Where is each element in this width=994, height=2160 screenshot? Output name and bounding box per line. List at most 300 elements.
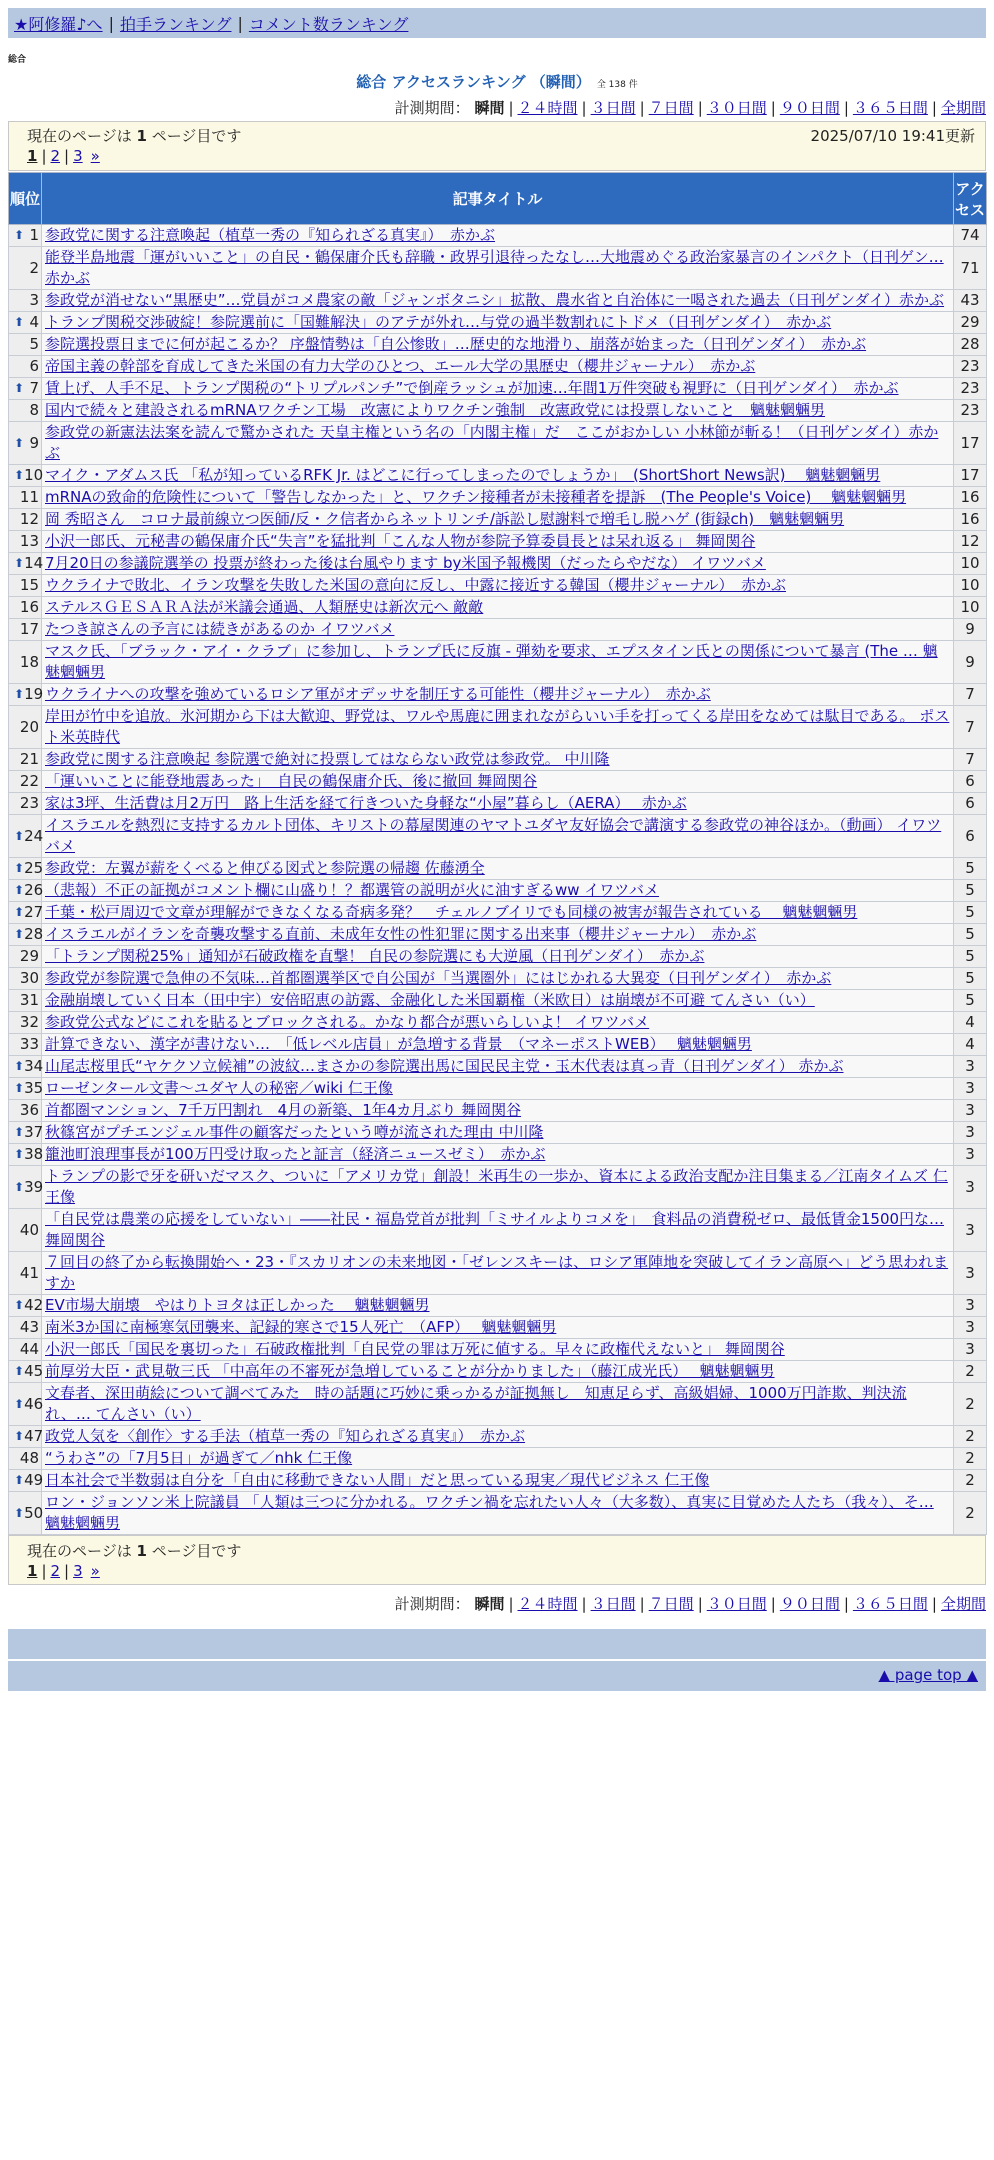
- period-link[interactable]: ２４時間: [517, 99, 578, 117]
- access-count: 16: [954, 487, 987, 509]
- page-links: [27, 147, 975, 169]
- rank-cell: [9, 749, 42, 771]
- article-link[interactable]: マイク・アダムス氏 「私が知っているRFK Jr. はどこに行ってしまったのでしょうか」 (ShortShort News訳) 魑魅魍魎男: [45, 466, 881, 484]
- title-cell: [42, 1383, 954, 1426]
- table-row: [9, 509, 987, 531]
- access-count: 5: [954, 924, 987, 946]
- rank-cell: [9, 312, 42, 334]
- rank-number: 25: [24, 859, 44, 877]
- period-link[interactable]: ９０日間: [779, 99, 840, 117]
- access-count: 10: [954, 553, 987, 575]
- access-count: 5: [954, 990, 987, 1012]
- article-link[interactable]: 国内で続々と建設されるmRNAワクチン工場 改憲によりワクチン強制 改憲政党には投票しないこと 魑魅魍魎男: [45, 401, 826, 419]
- table-row: [9, 990, 987, 1012]
- access-count: 43: [954, 290, 987, 312]
- article-link[interactable]: 日本社会で半数弱は自分を「自由に移動できない人間」だと思っている現実／現代ビジネス 仁王像: [45, 1471, 710, 1489]
- title-cell: [42, 312, 954, 334]
- table-row: [9, 487, 987, 509]
- rank-number: 31: [19, 991, 39, 1009]
- page-current: 1: [27, 147, 38, 165]
- article-link[interactable]: イスラエルを熱烈に支持するカルト団体、キリストの幕屋関連のヤマトユダヤ友好協会で講演する参政党の神谷ほか。（動画） イワツバメ: [45, 816, 942, 855]
- table-row: [9, 290, 987, 312]
- article-link[interactable]: 「自民党は農業の応援をしていない」――社民・福島党首が批判「ミサイルよりコメを」 食料品の消費税ゼロ、最低賃金1500円な… 舞岡関谷: [45, 1210, 945, 1249]
- title-cell: [42, 924, 954, 946]
- up-arrow-icon: ⬆: [14, 556, 25, 570]
- access-count: 9: [954, 619, 987, 641]
- rank-number: 16: [19, 598, 39, 616]
- table-row: [9, 597, 987, 619]
- rank-number: 10: [24, 466, 44, 484]
- access-count: 23: [954, 356, 987, 378]
- rank-cell: [9, 531, 42, 553]
- page-current: 1: [27, 1562, 38, 1580]
- period-current: 瞬間: [474, 99, 505, 117]
- title-cell: [42, 247, 954, 290]
- rank-number: 15: [19, 576, 39, 594]
- period-link[interactable]: ３６５日間: [852, 1595, 928, 1613]
- access-count: 2: [954, 1448, 987, 1470]
- article-link[interactable]: （悲報）不正の証拠がコメント欄に山盛り！？都選管の説明が火に油すぎるww イワツバメ: [45, 881, 660, 899]
- access-count: 5: [954, 946, 987, 968]
- article-link[interactable]: 小沢一郎氏「国民を裏切った」石破政権批判「自民党の罪は万死に値する。早々に政権代えないと」 舞岡関谷: [45, 1340, 785, 1358]
- rank-number: 4: [29, 313, 39, 331]
- current-page-text-bottom: 現在のページは 1 ページ目です: [27, 1542, 242, 1560]
- access-count: 6: [954, 793, 987, 815]
- page-separator: |: [41, 147, 47, 165]
- table-row: [9, 1383, 987, 1426]
- rank-number: 39: [24, 1177, 44, 1196]
- access-count: 6: [954, 771, 987, 793]
- article-link[interactable]: 政党人気を〈創作〉する手法（植草一秀の『知られざる真実』） 赤かぶ: [45, 1427, 526, 1445]
- up-arrow-icon: ⬆: [14, 1081, 25, 1095]
- article-link[interactable]: 7月20日の参議院選挙の 投票が終わった後は台風やります by米国予報機関（だったらやだな） イワツバメ: [45, 554, 766, 572]
- rank-cell: [9, 902, 42, 924]
- rank-cell: [9, 1144, 42, 1166]
- access-count: 4: [954, 1034, 987, 1056]
- table-row: [9, 400, 987, 422]
- title-cell: [42, 946, 954, 968]
- title-cell: [42, 575, 954, 597]
- ranking-table: [8, 172, 987, 1535]
- title-cell: [42, 1339, 954, 1361]
- period-separator: |: [581, 99, 587, 117]
- article-link[interactable]: 計算できない、漢字が書けない… 「低レベル店員」が急増する背景 （マネーポストWEB） 魑魅魍魎男: [45, 1035, 752, 1053]
- article-link[interactable]: たつき諒さんの予言には続きがあるのか イワツバメ: [45, 620, 395, 638]
- table-row: [9, 815, 987, 858]
- article-link[interactable]: ステルスＧＥＳＡＲＡ法が米議会通過、人類歴史は新次元へ 敵敵: [45, 598, 484, 616]
- rank-cell: [9, 1078, 42, 1100]
- article-link[interactable]: 山尾志桜里氏“ヤケクソ立候補”の波紋…まさかの参院選出馬に国民民主党・玉木代表は真っ青（日刊ゲンダイ） 赤かぶ: [45, 1057, 844, 1075]
- title-cell: [42, 1295, 954, 1317]
- rank-number: 32: [19, 1013, 39, 1031]
- period-link[interactable]: ７日間: [648, 1595, 694, 1613]
- page-top-link[interactable]: ▲ page top ▲: [878, 1666, 978, 1684]
- top-navigation: [8, 8, 986, 38]
- title-cell: [42, 1144, 954, 1166]
- rank-cell: [9, 575, 42, 597]
- access-count: 74: [954, 225, 987, 247]
- rank-cell: [9, 793, 42, 815]
- title-cell: [42, 1012, 954, 1034]
- table-row: [9, 858, 987, 880]
- rank-cell: [9, 1034, 42, 1056]
- table-row: [9, 1056, 987, 1078]
- access-count: 16: [954, 509, 987, 531]
- title-cell: [42, 597, 954, 619]
- rank-number: 6: [29, 357, 39, 375]
- period-separator: |: [508, 99, 514, 117]
- article-link[interactable]: ウクライナで敗北、イラン攻撃を失敗した米国の意向に反し、中露に接近する韓国（櫻井ジャーナル） 赤かぶ: [45, 576, 787, 594]
- access-count: 3: [954, 1252, 987, 1295]
- title-cell: [42, 1492, 954, 1535]
- rank-cell: [9, 400, 42, 422]
- period-separator: |: [697, 1595, 703, 1613]
- rank-number: 44: [19, 1340, 39, 1358]
- title-cell: [42, 771, 954, 793]
- access-count: 12: [954, 531, 987, 553]
- rank-number: 9: [29, 433, 39, 452]
- article-link[interactable]: 参政党が消せない“黒歴史”…党員がコメ農家の敵「ジャンボタニシ」拡散、農水省と自治体に一喝された過去（日刊ゲンダイ）赤かぶ: [45, 291, 945, 309]
- access-count: 2: [954, 1470, 987, 1492]
- up-arrow-icon: ⬆: [14, 1396, 25, 1411]
- rank-number: 46: [24, 1394, 44, 1413]
- access-count: 3: [954, 1100, 987, 1122]
- article-link[interactable]: ローゼンタール文書〜ユダヤ人の秘密／wiki 仁王像: [45, 1079, 393, 1097]
- table-row: [9, 1166, 987, 1209]
- period-label: 計測期間：: [394, 1595, 470, 1613]
- rank-number: 19: [24, 685, 44, 703]
- article-link[interactable]: 南米3か国に南極寒気団襲来、記録的寒さで15人死亡 （AFP） 魑魅魍魎男: [45, 1318, 557, 1336]
- rank-cell: [9, 946, 42, 968]
- article-link[interactable]: 「トランプ関税25%」通知が石破政権を直撃！ 自民の参院選にも大逆風（日刊ゲンダイ） 赤かぶ: [45, 947, 705, 965]
- rank-cell: [9, 1426, 42, 1448]
- period-link[interactable]: ３日間: [590, 99, 636, 117]
- rank-cell: [9, 422, 42, 465]
- title-cell: [42, 880, 954, 902]
- up-arrow-icon: ⬆: [14, 1179, 25, 1194]
- access-count: 7: [954, 706, 987, 749]
- title-cell: [42, 1361, 954, 1383]
- title-cell: [42, 641, 954, 684]
- access-count: 7: [954, 749, 987, 771]
- rank-cell: [9, 858, 42, 880]
- table-row: [9, 356, 987, 378]
- rank-number: 3: [29, 291, 39, 309]
- table-row: [9, 1078, 987, 1100]
- article-link[interactable]: 参政党に関する注意喚起（植草一秀の『知られざる真実』） 赤かぶ: [45, 226, 496, 244]
- table-row: [9, 619, 987, 641]
- title-cell: [42, 509, 954, 531]
- rank-cell: [9, 880, 42, 902]
- access-count: 17: [954, 465, 987, 487]
- title-cell: [42, 1448, 954, 1470]
- article-link[interactable]: “うわさ”の「7月5日」が過ぎて／nhk 仁王像: [45, 1449, 353, 1467]
- table-row: [9, 641, 987, 684]
- access-count: 2: [954, 1492, 987, 1535]
- rank-number: 8: [29, 401, 39, 419]
- article-link[interactable]: ウクライナへの攻撃を強めているロシア軍がオデッサを制圧する可能性（櫻井ジャーナル） 赤かぶ: [45, 685, 711, 703]
- article-link[interactable]: 参政党：左翼が薪をくべると伸びる図式と参院選の帰趨 佐藤湧全: [45, 859, 485, 877]
- rank-number: 23: [19, 794, 39, 812]
- title-cell: [42, 815, 954, 858]
- pagination-top: [8, 121, 986, 171]
- rank-number: 49: [24, 1471, 44, 1489]
- up-arrow-icon: ⬆: [14, 381, 25, 395]
- rank-number: 12: [19, 510, 39, 528]
- table-row: [9, 946, 987, 968]
- article-link[interactable]: 小沢一郎氏、元秘書の鶴保庸介氏“失言”を猛批判「こんな人物が参院予算委員長とは呆れ返る」 舞岡関谷: [45, 532, 756, 550]
- table-row: [9, 553, 987, 575]
- table-row: [9, 531, 987, 553]
- rank-cell: [9, 225, 42, 247]
- page-link[interactable]: 3: [73, 1562, 83, 1580]
- access-count: 3: [954, 1339, 987, 1361]
- table-row: [9, 706, 987, 749]
- up-arrow-icon: ⬆: [14, 228, 25, 242]
- access-count: 3: [954, 1209, 987, 1252]
- rank-cell: [9, 1100, 42, 1122]
- up-arrow-icon: ⬆: [14, 883, 25, 897]
- period-separator: |: [581, 1595, 587, 1613]
- table-row: [9, 1034, 987, 1056]
- access-count: 5: [954, 902, 987, 924]
- title-cell: [42, 793, 954, 815]
- page-link[interactable]: 2: [50, 147, 61, 165]
- article-link[interactable]: 首都圏マンション、7千万円割れ 4月の新築、1年4カ月ぶり 舞岡関谷: [45, 1101, 522, 1119]
- ranking-title: 総合 アクセスランキング （瞬間）: [356, 73, 591, 91]
- next-page-link[interactable]: »: [90, 147, 100, 165]
- period-link[interactable]: ３０日間: [706, 99, 767, 117]
- article-link[interactable]: 前厚労大臣・武見敬三氏 「中高年の不審死が急増していることが分かりました」（藤江成光氏） 魑魅魍魎男: [45, 1362, 775, 1380]
- article-link[interactable]: 文春者、深田萌絵について調べてみた 時の話題に巧妙に乗っかるが証拠無し 知恵足らず、高級娼婦、1000万円詐欺、判決流れ、… てんさい（い）: [45, 1384, 907, 1423]
- period-link[interactable]: ３０日間: [706, 1595, 767, 1613]
- access-count: 3: [954, 1122, 987, 1144]
- rank-number: 13: [19, 532, 39, 550]
- period-link[interactable]: ２４時間: [517, 1595, 578, 1613]
- title-cell: [42, 400, 954, 422]
- rank-number: 14: [24, 554, 44, 572]
- updated-time: 2025/07/10 19:41更新: [810, 127, 975, 145]
- category-label: 総合: [8, 55, 27, 65]
- article-link[interactable]: EV市場大崩壊 やはりトヨタは正しかった 魑魅魍魎男: [45, 1296, 430, 1314]
- title-cell: [42, 290, 954, 312]
- period-link[interactable]: ３日間: [590, 1595, 636, 1613]
- access-count: 2: [954, 1361, 987, 1383]
- title-cell: [42, 1122, 954, 1144]
- period-separator: |: [697, 99, 703, 117]
- table-row: [9, 771, 987, 793]
- article-link[interactable]: イスラエルがイランを奇襲攻撃する直前、未成年女性の性犯罪に関する出来事（櫻井ジャーナル） 赤かぶ: [45, 925, 757, 943]
- table-row: [9, 793, 987, 815]
- title-cell: [42, 1209, 954, 1252]
- table-row: [9, 880, 987, 902]
- rank-number: 1: [29, 226, 39, 244]
- period-selector-bottom: [0, 1593, 986, 1615]
- title-cell: [42, 1252, 954, 1295]
- rank-number: 48: [19, 1449, 39, 1467]
- up-arrow-icon: ⬆: [14, 828, 25, 843]
- up-arrow-icon: ⬆: [14, 1505, 25, 1520]
- rank-cell: [9, 706, 42, 749]
- rank-cell: [9, 247, 42, 290]
- access-count: 23: [954, 400, 987, 422]
- title-cell: [42, 1317, 954, 1339]
- table-row: [9, 1144, 987, 1166]
- period-link[interactable]: ７日間: [648, 99, 694, 117]
- title-cell: [42, 1470, 954, 1492]
- article-link[interactable]: マスク氏、「ブラック・アイ・クラブ」に参加し、トランプ氏に反旗 - 弾劾を要求、エプスタイン氏との関係について暴言 (The … 魑魅魍魎男: [45, 642, 938, 681]
- nav-asyura-home[interactable]: ★阿修羅♪へ: [14, 14, 103, 34]
- title-cell: [42, 749, 954, 771]
- table-row: [9, 422, 987, 465]
- article-link[interactable]: 籠池町浪理事長が100万円受け取ったと証言（経済ニュースゼミ） 赤かぶ: [45, 1145, 546, 1163]
- nav-separator: |: [237, 13, 243, 33]
- rank-number: 34: [24, 1057, 44, 1075]
- rank-number: 37: [24, 1123, 44, 1141]
- rank-cell: [9, 684, 42, 706]
- period-selector: [0, 97, 986, 119]
- table-row: [9, 465, 987, 487]
- rank-cell: [9, 771, 42, 793]
- period-separator: |: [843, 99, 849, 117]
- rank-cell: [9, 465, 42, 487]
- rank-number: 40: [19, 1220, 39, 1239]
- period-separator: |: [931, 99, 937, 117]
- period-link[interactable]: 全期間: [940, 1595, 986, 1613]
- article-link[interactable]: 岸田が竹中を追放。氷河期から下は大歓迎、野党は、ワルや馬鹿に囲まれながらいい手を打ってくる岸田をなめては駄目である。 ポスト米英時代: [45, 707, 950, 746]
- up-arrow-icon: ⬆: [14, 1364, 25, 1378]
- rank-number: 43: [19, 1318, 39, 1336]
- nav-comment-ranking[interactable]: コメント数ランキング: [248, 14, 409, 34]
- title-cell: [42, 684, 954, 706]
- article-link[interactable]: 秋篠宮がプチエンジェル事件の顧客だったという噂が流された理由 中川隆: [45, 1123, 544, 1141]
- table-row: [9, 968, 987, 990]
- access-count: 3: [954, 1078, 987, 1100]
- article-link[interactable]: 参院選投票日までに何が起こるか？ 序盤情勢は「自公惨敗」…歴史的な地滑り、崩落が始まった（日刊ゲンダイ） 赤かぶ: [45, 335, 867, 353]
- rank-cell: [9, 1209, 42, 1252]
- access-count: 5: [954, 880, 987, 902]
- title-cell: [42, 422, 954, 465]
- article-link[interactable]: mRNAの致命的危険性について「警告しなかった」と、ワクチン接種者が未接種者を提訴 (The People's Voice) 魑魅魍魎男: [45, 488, 907, 506]
- up-arrow-icon: ⬆: [14, 1298, 25, 1312]
- table-row: [9, 1448, 987, 1470]
- title-cell: [42, 465, 954, 487]
- current-page-text: 現在のページは 1 ページ目です: [27, 127, 242, 145]
- nav-clap-ranking[interactable]: 拍手ランキング: [119, 14, 232, 34]
- rank-number: 24: [24, 826, 44, 845]
- rank-cell: [9, 1252, 42, 1295]
- rank-cell: [9, 1056, 42, 1078]
- period-link[interactable]: ９０日間: [779, 1595, 840, 1613]
- article-link[interactable]: 岡 秀昭さん コロナ最前線立つ医師/反・ク信者からネットリンチ/訴訟し慰謝料で増毛し脱ハゲ (街録ch) 魑魅魍魎男: [45, 510, 845, 528]
- page-link[interactable]: 2: [50, 1562, 61, 1580]
- title-cell: [42, 378, 954, 400]
- up-arrow-icon: ⬆: [14, 1059, 25, 1073]
- rank-number: 35: [24, 1079, 44, 1097]
- pagination-bottom: [8, 1535, 986, 1585]
- rank-number: 30: [19, 969, 39, 987]
- header-access: アクセス: [954, 173, 987, 225]
- table-row: [9, 1426, 987, 1448]
- access-count: 3: [954, 1295, 987, 1317]
- article-link[interactable]: 家は3坪、生活費は月2万円 路上生活を経て行きついた身軽な“小屋”暮らし（AERA） 赤かぶ: [45, 794, 687, 812]
- rank-cell: [9, 509, 42, 531]
- title-cell: [42, 1078, 954, 1100]
- rank-cell: [9, 1012, 42, 1034]
- article-link[interactable]: 参政党に関する注意喚起 参院選で絶対に投票してはならない政党は参政党。 中川隆: [45, 750, 610, 768]
- table-row: [9, 575, 987, 597]
- access-count: 3: [954, 1317, 987, 1339]
- table-row: [9, 902, 987, 924]
- access-count: 5: [954, 858, 987, 880]
- title-cell: [42, 334, 954, 356]
- title-cell: [42, 968, 954, 990]
- title-cell: [42, 1100, 954, 1122]
- rank-number: 33: [19, 1035, 39, 1053]
- title-cell: [42, 1056, 954, 1078]
- period-links: [504, 1595, 986, 1613]
- page-separator: |: [64, 147, 70, 165]
- rank-cell: [9, 924, 42, 946]
- rank-cell: [9, 1448, 42, 1470]
- table-row: [9, 1339, 987, 1361]
- article-link[interactable]: トランプ関税交渉破綻！参院選前に「国難解決」のアテが外れ…与党の過半数割れにトドメ（日刊ゲンダイ） 赤かぶ: [45, 313, 832, 331]
- article-link[interactable]: トランプの影で牙を研いだマスク、ついに「アメリカ党」創設！米再生の一歩か、資本による政治支配か注目集まる／江南タイムズ 仁王像: [45, 1167, 948, 1206]
- title-cell: [42, 1034, 954, 1056]
- access-count: 23: [954, 378, 987, 400]
- article-link[interactable]: 帝国主義の幹部を育成してきた米国の有力大学のひとつ、エール大学の黒歴史（櫻井ジャーナル） 赤かぶ: [45, 357, 756, 375]
- rank-number: 36: [19, 1101, 39, 1119]
- article-link[interactable]: 「運いいことに能登地震あった」 自民の鶴保庸介氏、後に撤回 舞岡関谷: [45, 772, 538, 790]
- rank-cell: [9, 290, 42, 312]
- period-link[interactable]: 全期間: [940, 99, 986, 117]
- article-link[interactable]: ７回目の終了から転換開始へ・23・『スカリオンの未来地図・「ゼレンスキーは、ロシア軍陣地を突破してイラン高原へ」どう思われますか: [45, 1253, 949, 1292]
- article-link[interactable]: 能登半島地震「運がいいこと」の自民・鶴保庸介氏も辞職・政界引退待ったなし…大地震めぐる政治家暴言のインパクト（日刊ゲン… 赤かぶ: [45, 248, 944, 287]
- page-separator: |: [64, 1562, 70, 1580]
- access-count: 17: [954, 422, 987, 465]
- title-cell: [42, 902, 954, 924]
- rank-number: 21: [19, 750, 39, 768]
- period-link[interactable]: ３６５日間: [852, 99, 928, 117]
- rank-number: 29: [19, 947, 39, 965]
- next-page-link[interactable]: »: [90, 1562, 100, 1580]
- article-link[interactable]: 金融崩壊していく日本（田中宇）安倍昭恵の訪露、金融化した米国覇権（米欧日）は崩壊が不可避 てんさい（い）: [45, 991, 815, 1009]
- title-cell: [42, 1426, 954, 1448]
- up-arrow-icon: ⬆: [14, 1125, 25, 1139]
- rank-cell: [9, 619, 42, 641]
- article-link[interactable]: 賃上げ、人手不足、トランプ関税の“トリプルパンチ”で倒産ラッシュが加速…年間1万件突破も視野に（日刊ゲンダイ） 赤かぶ: [45, 379, 899, 397]
- title-cell: [42, 990, 954, 1012]
- article-link[interactable]: 参政党が参院選で急伸の不気味…首都圏選挙区で自公国が「当選圏外」にはじかれる大異変（日刊ゲンダイ） 赤かぶ: [45, 969, 832, 987]
- access-count: 9: [954, 641, 987, 684]
- page-link[interactable]: 3: [73, 147, 83, 165]
- article-link[interactable]: 千葉・松戸周辺で文章が理解ができなくなる奇病多発？ チェルノブイリでも同様の被害が報告されている 魑魅魍魎男: [45, 903, 858, 921]
- table-row: [9, 1317, 987, 1339]
- title-cell: [42, 225, 954, 247]
- up-arrow-icon: ⬆: [14, 435, 25, 450]
- article-link[interactable]: ロン・ジョンソン米上院議員 「人類は三つに分かれる。ワクチン禍を忘れたい人々（大多数）、真実に目覚めた人たち（我々）、そ… 魑魅魍魎男: [45, 1493, 934, 1532]
- article-link[interactable]: 参政党公式などにこれを貼るとブロックされる。かなり都合が悪いらしいよ！ イワツバメ: [45, 1013, 650, 1031]
- access-count: 7: [954, 684, 987, 706]
- rank-number: 11: [19, 488, 39, 506]
- access-count: 3: [954, 1144, 987, 1166]
- rank-number: 47: [24, 1427, 44, 1445]
- article-link[interactable]: 参政党の新憲法法案を読んで驚かされた 天皇主権という名の「内閣主権」だ ここがおかしい 小林節が斬る！（日刊ゲンダイ）赤かぶ: [45, 423, 939, 462]
- rank-cell: [9, 641, 42, 684]
- rank-cell: [9, 597, 42, 619]
- rank-cell: [9, 1470, 42, 1492]
- access-count: 10: [954, 597, 987, 619]
